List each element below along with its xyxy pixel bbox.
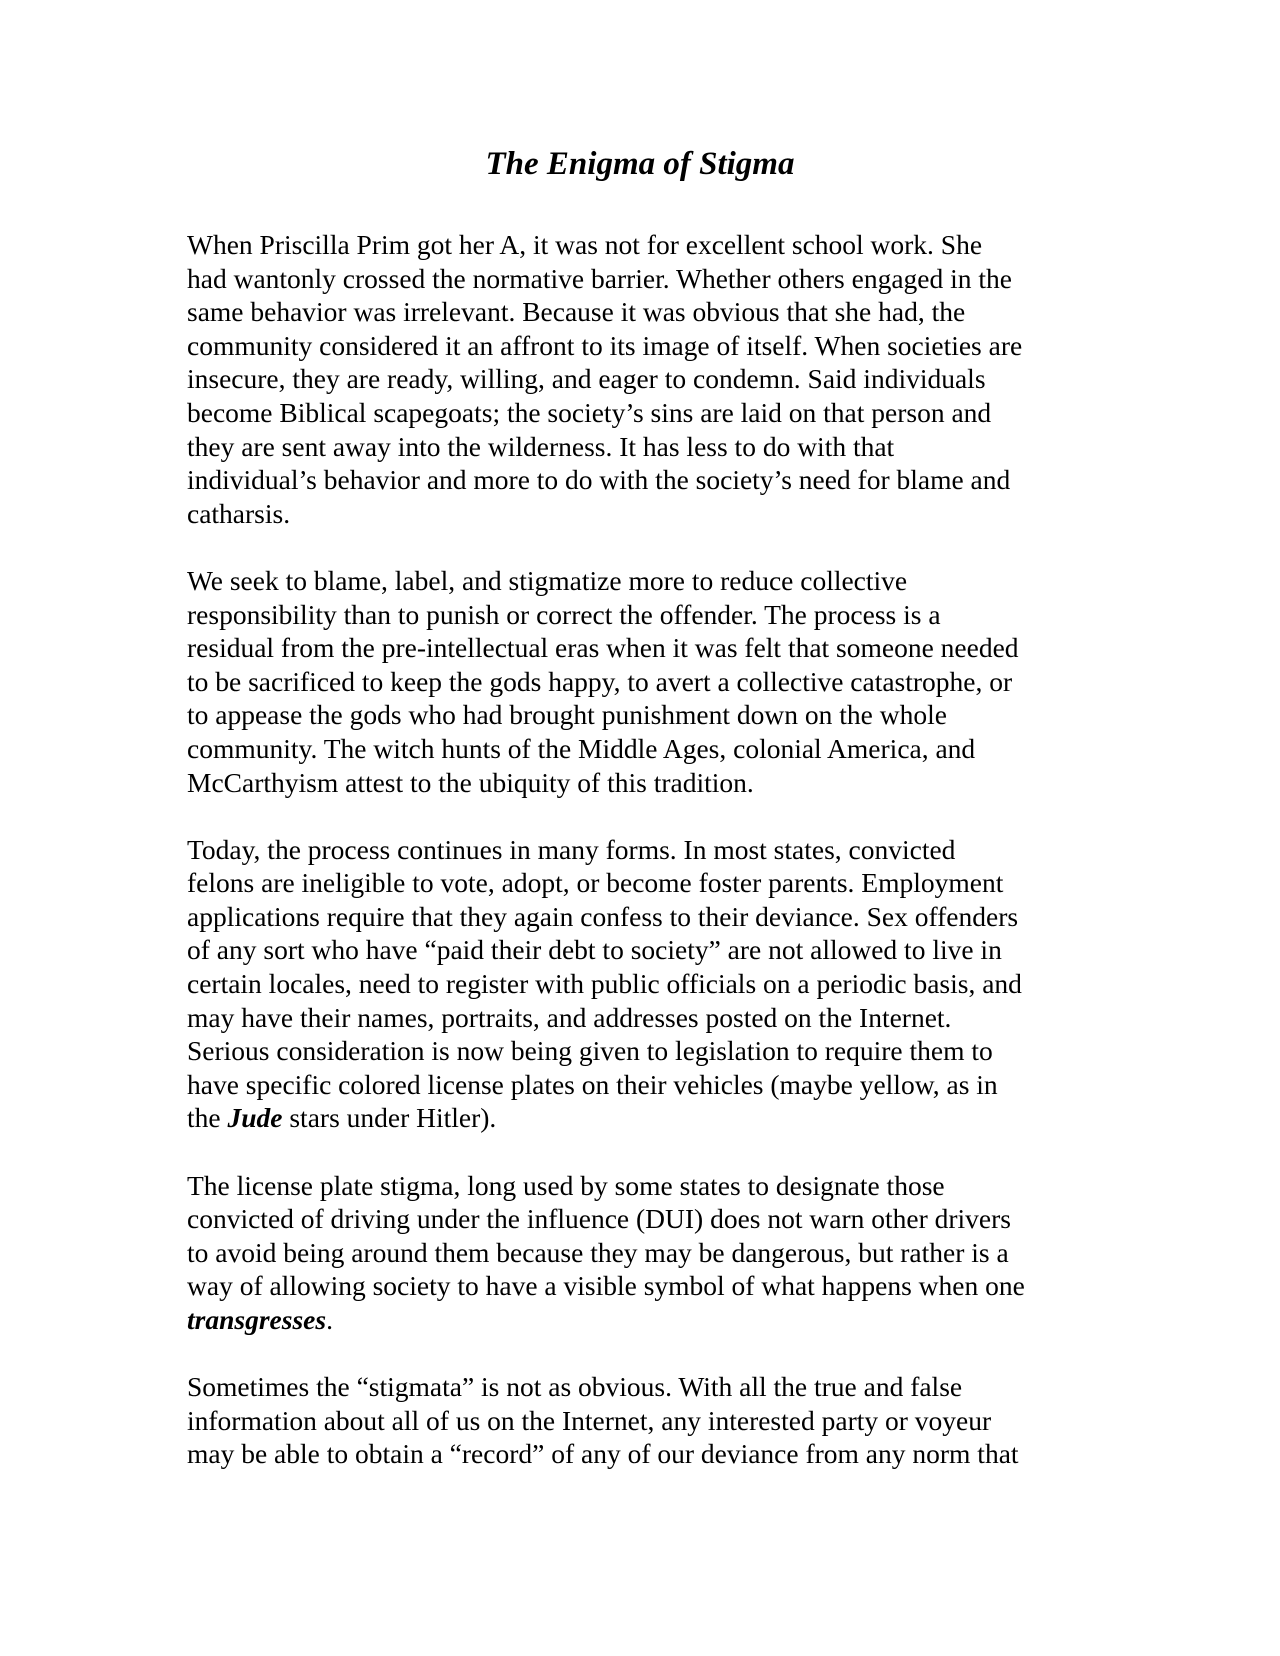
- text-line: responsibility than to punish or correct the offender. The process is a: [187, 598, 941, 630]
- text-line: convicted of driving under the influence (DUI) does not warn other drivers: [187, 1203, 1011, 1235]
- text-line: become Biblical scapegoats; the society’s sins are laid on that person and: [187, 396, 992, 428]
- text-line: individual’s behavior and more to do with the society’s need for blame and: [187, 464, 1011, 496]
- emphasized-word: transgresses: [187, 1304, 327, 1335]
- text-line: to appease the gods who had brought punishment down on the whole: [187, 699, 947, 731]
- text-line: community. The witch hunts of the Middle Ages, colonial America, and: [187, 732, 976, 764]
- paragraph-1: [187, 228, 1087, 530]
- document-title: The Enigma of Stigma: [485, 146, 795, 182]
- text-line: community considered it an affront to its image of itself. When societies are: [187, 329, 1023, 361]
- text-line: We seek to blame, label, and stigmatize more to reduce collective: [187, 564, 908, 596]
- text-line: catharsis.: [187, 497, 291, 529]
- text-line-with-emphasis: [187, 1101, 1087, 1135]
- text-line: to avoid being around them because they may be dangerous, but rather is a: [187, 1236, 1009, 1268]
- text-run: .: [326, 1304, 333, 1335]
- text-line: Sometimes the “stigmata” is not as obvious. With all the true and false: [187, 1371, 963, 1403]
- text-line: felons are ineligible to vote, adopt, or become foster parents. Employment: [187, 867, 1004, 899]
- paragraph-4: [187, 1169, 1087, 1337]
- text-line: Serious consideration is now being given to legislation to require them to: [187, 1035, 993, 1067]
- paragraph-5: [187, 1370, 1087, 1471]
- text-line: applications require that they again confess to their deviance. Sex offenders: [187, 900, 1019, 932]
- text-line: they are sent away into the wilderness. It has less to do with that: [187, 430, 895, 462]
- text-line: had wantonly crossed the normative barrier. Whether others engaged in the: [187, 262, 1012, 294]
- text-line: information about all of us on the Internet, any interested party or voyeur: [187, 1404, 992, 1436]
- text-line: residual from the pre-intellectual eras when it was felt that someone needed: [187, 632, 1019, 664]
- text-line: The license plate stigma, long used by some states to designate those: [187, 1169, 945, 1201]
- text-line: may be able to obtain a “record” of any of our deviance from any norm that: [187, 1438, 1019, 1470]
- emphasized-word: Jude: [227, 1102, 283, 1134]
- text-line: insecure, they are ready, willing, and eager to condemn. Said individuals: [187, 363, 986, 395]
- text-line: Today, the process continues in many forms. In most states, convicted: [187, 833, 956, 865]
- text-line: may have their names, portraits, and addresses posted on the Internet.: [187, 1001, 952, 1033]
- document-body: [187, 228, 1087, 1505]
- paragraph-2: [187, 564, 1087, 799]
- text-line: certain locales, need to register with public officials on a periodic basis, and: [187, 968, 1022, 1000]
- text-line: When Priscilla Prim got her A, it was not for excellent school work. She: [187, 229, 983, 260]
- text-line: of any sort who have “paid their debt to society” are not allowed to live in: [187, 934, 1002, 966]
- text-line: have specific colored license plates on their vehicles (maybe yellow, as in: [187, 1068, 998, 1100]
- text-line: same behavior was irrelevant. Because it was obvious that she had, the: [187, 296, 966, 328]
- paragraph-3: [187, 833, 1087, 1135]
- text-line: way of allowing society to have a visible symbol of what happens when one: [187, 1270, 1025, 1302]
- text-run: stars under Hitler).: [282, 1102, 497, 1134]
- text-line: to be sacrificed to keep the gods happy, to avert a collective catastrophe, or: [187, 665, 1013, 697]
- text-line-with-emphasis: [187, 1303, 1087, 1337]
- text-line: McCarthyism attest to the ubiquity of this tradition.: [187, 766, 754, 798]
- text-run: the: [187, 1102, 228, 1134]
